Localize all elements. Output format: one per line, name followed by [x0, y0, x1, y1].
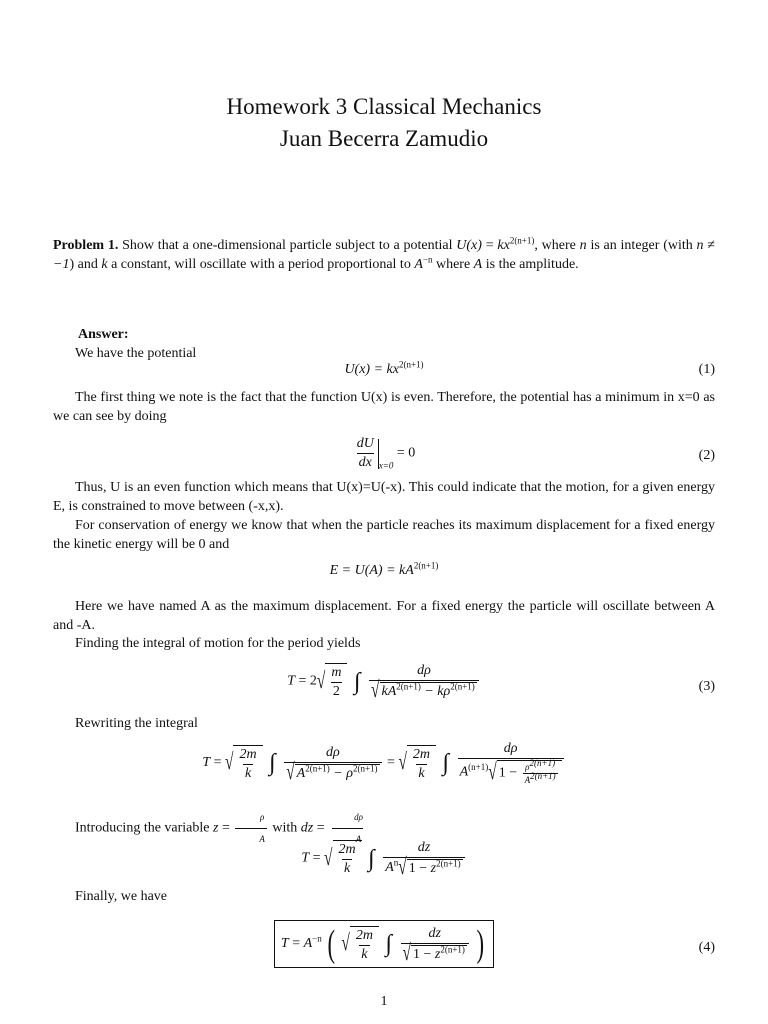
equation-number: (1)	[698, 362, 715, 377]
equation-3: T = 2 √ $\frac{m}{2}$ ∫ dρ √ $kA^{2(n+1)} - k\rho^{2(n+1)}$ (3)	[287, 663, 715, 704]
problem-label: Problem 1.	[53, 238, 119, 253]
equation-rewrite: T = √ $\frac{2m}{k}$ ∫ dρ √ $A^{2(n+1)} - \rho^{2(n+1)}$ = √ $\frac{2m}{k}$ ∫ dρ $A^{(n+1)}$ √ 1 − $\frac{\rho^{2(n+1)}}{A^{2(n+1)}}$	[53, 741, 715, 797]
equation-number: (3)	[698, 679, 715, 694]
page-number: 1	[380, 994, 388, 1009]
answer-heading: Answer:	[78, 327, 129, 342]
paragraph-8: Introducing the variable z = $\frac{\rho}{A}$ with dz = $\frac{d\rho}{A}$	[53, 808, 715, 849]
document-author: Juan Becerra Zamudio	[279, 126, 489, 151]
equation-number: (2)	[698, 448, 715, 463]
equation-2: $\frac{dU}{dx}$ $_{x=0}$ = 0 (2)	[356, 436, 715, 471]
paragraph-1: We have the potential	[75, 346, 197, 361]
equation-4	[53, 920, 715, 978]
integral-sign: ∫	[353, 668, 361, 695]
paragraph-6: Finding the integral of motion for the period yields	[75, 636, 361, 651]
document-title: Homework 3 Classical Mechanics	[226, 94, 542, 119]
paragraph-2: The first thing we note is the fact that the function U(x) is even. Therefore, the potential has a minimum in x=0 as we can see by doing	[53, 390, 715, 424]
boxed-result: $T = A^{-n}$ ( √ $\frac{2m}{k}$ ∫ dz √ $1 - z^{2(n+1)}$ )	[274, 920, 494, 968]
equation-z: T = √ $\frac{2m}{k}$ ∫ dz $A^n$ √ $1 - z^{2(n+1)}$	[53, 840, 715, 886]
paragraph-3: Thus, U is an even function which means that U(x)=U(-x). This could indicate that the motion, for a given energy E, is constrained to move between (-x,x).	[53, 480, 715, 514]
paragraph-4: For conservation of energy we know that when the particle reaches its maximum displacement for a fixed energy the kinetic energy will be 0 and	[53, 518, 715, 552]
equation-1: $U(x) = kx^{2(n+1)}$ (1)	[344, 359, 715, 377]
paragraph-9: Finally, we have	[75, 889, 168, 904]
equation-energy: $E = U(A) = kA^{2(n+1)}$	[329, 560, 439, 578]
problem-statement: Problem 1. Show that a one-dimensional particle subject to a potential $U(x) = kx^{2(n+1)}$, where n is an integer (with n ≠ −1) and k a constant, will oscillate with a period proportional to $A^{-n}$ where A is the amplitude.	[53, 235, 715, 272]
equation-number: (4)	[698, 940, 715, 955]
paragraph-7: Rewriting the integral	[75, 716, 198, 731]
paragraph-5: Here we have named A as the maximum displacement. For a fixed energy the particle will oscillate between A and -A.	[53, 599, 715, 633]
